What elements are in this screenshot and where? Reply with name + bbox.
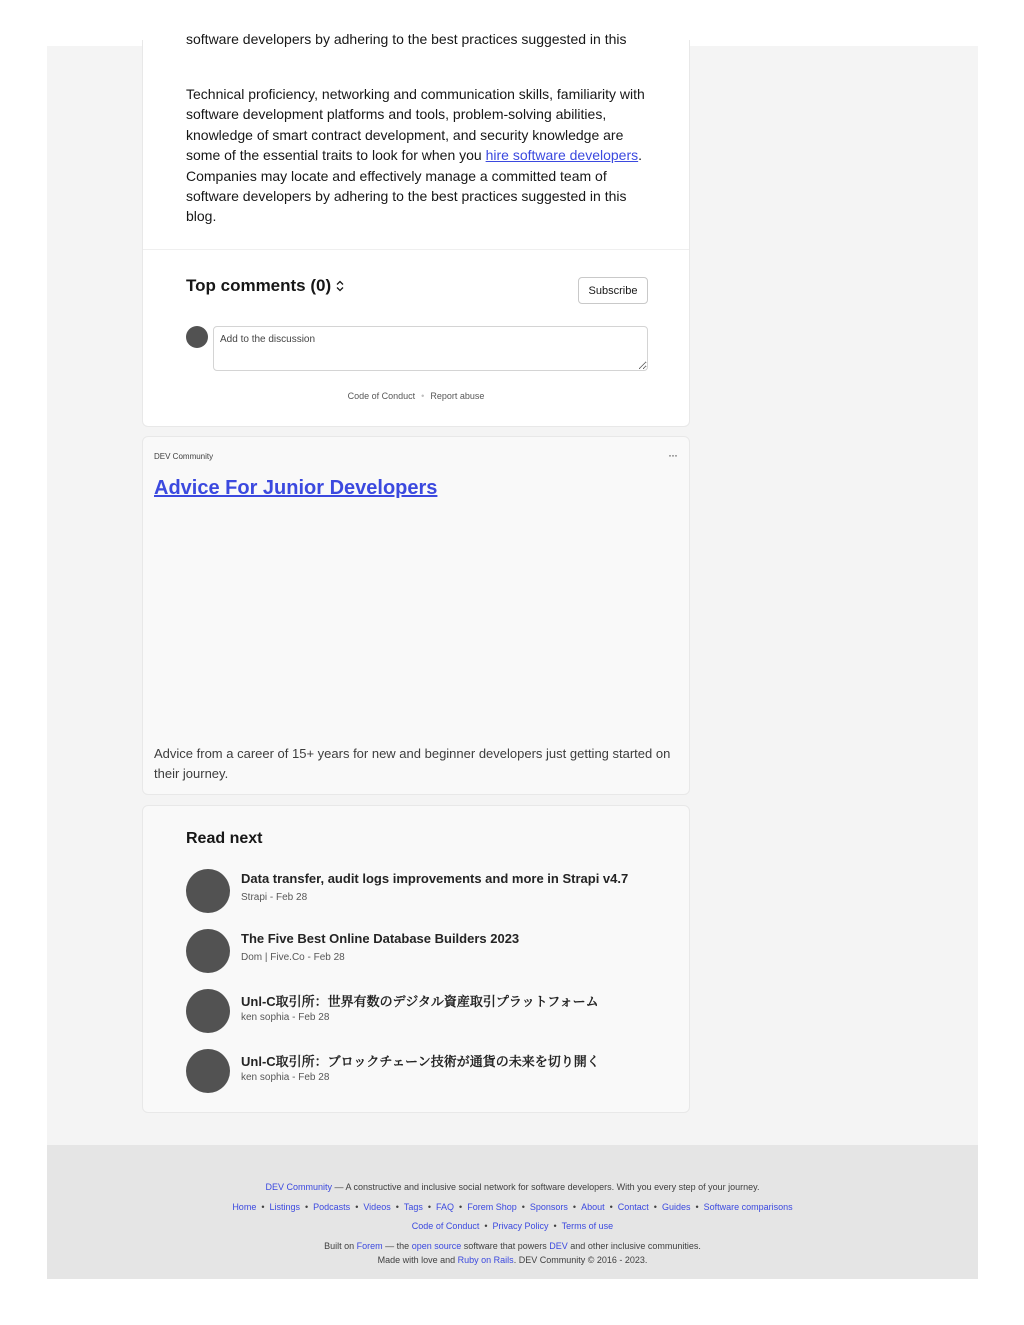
more-horizontal-icon[interactable]: ··· bbox=[668, 448, 677, 462]
footer-link-home[interactable]: Home bbox=[232, 1202, 257, 1212]
report-abuse-link[interactable]: Report abuse bbox=[430, 391, 485, 401]
footer-built-mid: — the bbox=[382, 1241, 412, 1251]
footer-separator: • bbox=[427, 1202, 432, 1212]
footer-tagline-text: — A constructive and inclusive social network for software developers. With you every step of your journey. bbox=[331, 1182, 760, 1192]
footer-link-guides[interactable]: Guides bbox=[661, 1202, 691, 1212]
footer-separator: • bbox=[395, 1202, 399, 1212]
footer-link-dev[interactable]: DEV bbox=[549, 1241, 568, 1251]
avatar bbox=[186, 326, 208, 348]
read-next-meta: ken sophia - Feb 28 bbox=[241, 1072, 330, 1083]
read-next-meta: ken sophia - Feb 28 bbox=[241, 1012, 330, 1023]
read-next-heading: Read next bbox=[186, 830, 263, 847]
footer-link-ruby-on-rails[interactable]: Ruby on Rails bbox=[457, 1255, 514, 1265]
billboard-card bbox=[142, 436, 690, 795]
section-divider bbox=[143, 249, 689, 250]
read-next-card bbox=[142, 805, 690, 1113]
footer-link-about[interactable]: About bbox=[581, 1202, 605, 1212]
article-paragraph bbox=[186, 84, 646, 227]
article-card bbox=[142, 31, 690, 427]
footer-separator: • bbox=[261, 1202, 265, 1212]
read-next-item[interactable] bbox=[186, 928, 656, 974]
separator-dot: • bbox=[421, 391, 425, 401]
read-next-item[interactable] bbox=[186, 988, 656, 1034]
read-next-meta: Dom | Five.Co - Feb 28 bbox=[241, 952, 345, 963]
footer-separator: • bbox=[572, 1202, 577, 1212]
footer-separator: • bbox=[305, 1202, 309, 1212]
footer-link-terms-of-use[interactable]: Terms of use bbox=[561, 1221, 614, 1231]
footer-link-code-of-conduct[interactable]: Code of Conduct bbox=[411, 1221, 480, 1231]
footer-link-sponsors[interactable]: Sponsors bbox=[529, 1202, 568, 1212]
billboard-org-name: DEV Community bbox=[154, 452, 214, 461]
footer-made-with bbox=[47, 1255, 978, 1265]
footer-link-podcasts[interactable]: Podcasts bbox=[313, 1202, 351, 1212]
article-text-before-link: Technical proficiency, networking and communication skills, familiarity with software development platforms and tools, problem-solving abilities, knowledge of smart contract development, and security knowledge are some of the essential traits to look for when you bbox=[186, 86, 645, 164]
footer-link-listings[interactable]: Listings bbox=[269, 1202, 300, 1212]
site-footer bbox=[47, 1145, 978, 1279]
read-next-title[interactable]: Unl-C取引所：ブロックチェーン技術が通貨の未来を切り開く bbox=[241, 1054, 600, 1069]
footer-link-open-source[interactable]: open source bbox=[411, 1241, 462, 1251]
article-cutoff-line bbox=[186, 31, 646, 47]
footer-legal bbox=[47, 1221, 978, 1231]
footer-built-suffix: and other inclusive communities. bbox=[567, 1241, 701, 1251]
footer-link-software-comparisons[interactable]: Software comparisons bbox=[703, 1202, 793, 1212]
footer-link-forem[interactable]: Forem bbox=[356, 1241, 383, 1251]
footer-separator: • bbox=[521, 1202, 525, 1212]
sort-updown-icon[interactable] bbox=[334, 279, 346, 293]
footer-separator: • bbox=[553, 1221, 557, 1231]
footer-link-tags[interactable]: Tags bbox=[403, 1202, 423, 1212]
footer-link-forem-shop[interactable]: Forem Shop bbox=[467, 1202, 517, 1212]
footer-made-suffix: . DEV Community © 2016 - 2023. bbox=[513, 1255, 648, 1265]
hire-developers-link[interactable]: hire software developers bbox=[485, 147, 639, 164]
article-cutoff-text: software developers by adhering to the best practices suggested in this bbox=[186, 31, 627, 47]
read-next-item[interactable] bbox=[186, 1048, 656, 1094]
footer-separator: • bbox=[459, 1202, 463, 1212]
comments-title: Top comments (0) bbox=[186, 276, 332, 295]
footer-built-prefix: Built on bbox=[324, 1241, 357, 1251]
read-next-title[interactable]: Unl-C取引所：世界有数のデジタル資産取引プラットフォーム bbox=[241, 994, 599, 1009]
footer-link-faq[interactable]: FAQ bbox=[436, 1202, 455, 1212]
footer-brand-link[interactable]: DEV Community bbox=[265, 1182, 332, 1192]
footer-separator: • bbox=[695, 1202, 699, 1212]
billboard-title-link[interactable]: Advice For Junior Developers bbox=[154, 477, 438, 499]
footer-built-on bbox=[47, 1241, 978, 1251]
read-next-meta: Strapi - Feb 28 bbox=[241, 892, 308, 903]
footer-link-videos[interactable]: Videos bbox=[363, 1202, 391, 1212]
read-next-item[interactable] bbox=[186, 868, 656, 914]
avatar bbox=[186, 1049, 230, 1093]
footer-made-prefix: Made with love and bbox=[377, 1255, 458, 1265]
read-next-title[interactable]: The Five Best Online Database Builders 2023 bbox=[241, 931, 520, 946]
article-text-after-link: . Companies may locate and effectively manage a committed team of software developers by adhering to the best practices suggested in this blog. bbox=[186, 147, 643, 225]
footer-link-privacy-policy[interactable]: Privacy Policy bbox=[492, 1221, 549, 1231]
billboard-description: Advice from a career of 15+ years for new and beginner developers just getting started on their journey. bbox=[154, 746, 671, 782]
footer-separator: • bbox=[355, 1202, 359, 1212]
footer-link-contact[interactable]: Contact bbox=[617, 1202, 649, 1212]
read-next-title[interactable]: Data transfer, audit logs improvements and more in Strapi v4.7 bbox=[241, 871, 629, 886]
footer-built-mid2: software that powers bbox=[461, 1241, 550, 1251]
avatar bbox=[186, 989, 230, 1033]
code-of-conduct-link[interactable]: Code of Conduct bbox=[347, 391, 416, 401]
subscribe-button[interactable]: Subscribe bbox=[578, 277, 648, 304]
avatar bbox=[186, 869, 230, 913]
footer-separator: • bbox=[653, 1202, 657, 1212]
footer-nav bbox=[47, 1202, 978, 1212]
comment-input[interactable] bbox=[213, 326, 648, 371]
comment-footer-links bbox=[143, 391, 689, 401]
footer-tagline bbox=[47, 1182, 978, 1192]
footer-separator: • bbox=[609, 1202, 613, 1212]
avatar bbox=[186, 929, 230, 973]
footer-separator: • bbox=[484, 1221, 488, 1231]
